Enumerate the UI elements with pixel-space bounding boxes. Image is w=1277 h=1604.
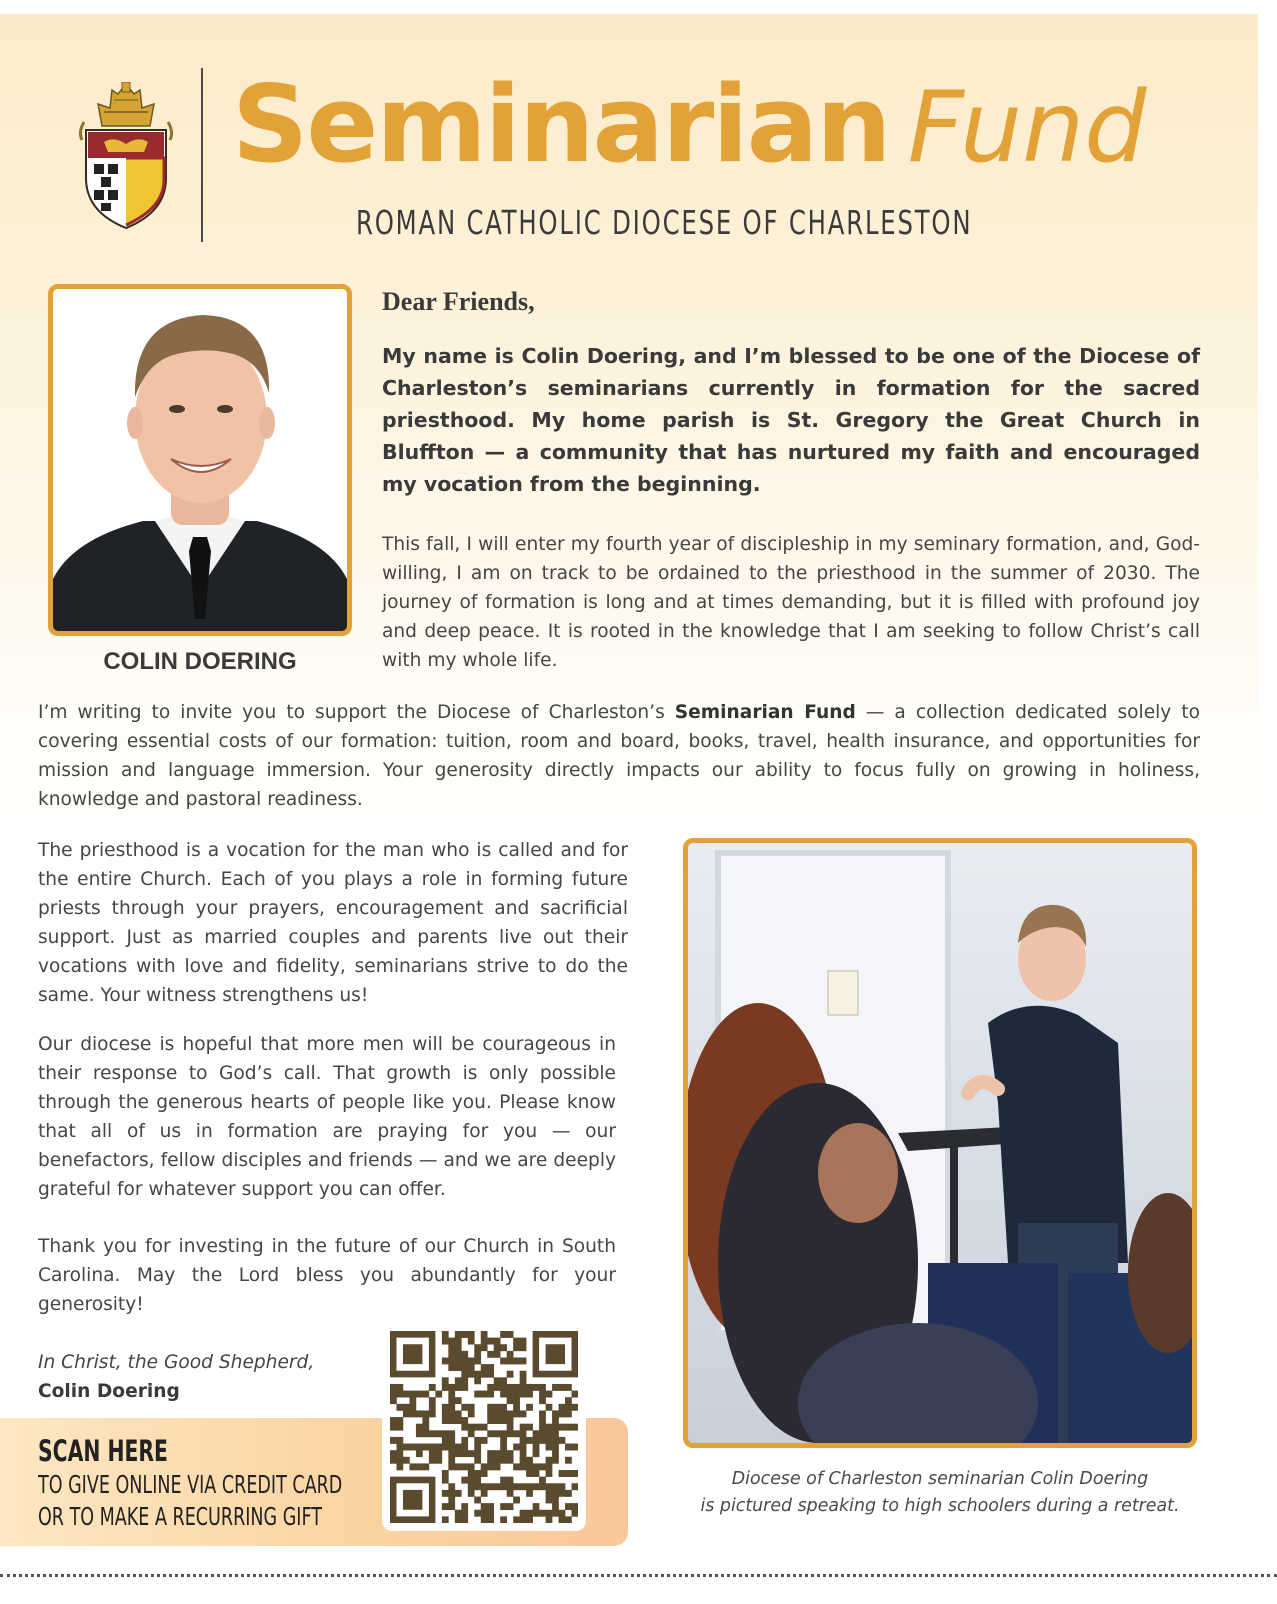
letter-paragraph: The priesthood is a vocation for the man who is called and for the entire Church. Each of you plays a role in forming future priests through your prayers, encouragement and sacrificial support. Just as married couples and parents live out their vocations with love and fidelity, seminarians strive to do the same. Your witness strengthens us! <box>38 840 628 1006</box>
scan-title: SCAN HERE <box>38 1434 168 1468</box>
signature: Colin Doering <box>38 1381 180 1402</box>
closing-line: In Christ, the Good Shepherd, <box>38 1352 315 1373</box>
page-subtitle: ROMAN CATHOLIC DIOCESE OF CHARLESTON <box>356 203 973 242</box>
qr-code-icon[interactable] <box>382 1323 586 1531</box>
portrait-image <box>53 289 347 631</box>
letter-closing <box>38 1348 314 1406</box>
fund-name: Seminarian Fund <box>674 702 856 723</box>
scan-instruction: TO GIVE ONLINE VIA CREDIT CARD <box>38 1470 343 1499</box>
retreat-photo <box>683 838 1197 1448</box>
retreat-image <box>688 843 1192 1443</box>
fund-text-b: — a collection dedicated solely to covering essential costs of our formation: tuition, room and board, books, travel, health insurance, and opportunities for mission and language immersion. Your generosity directly impacts our ability to focus fully on growing in holiness, knowledge and pastoral readiness. <box>38 702 1200 810</box>
title-italic: Fund <box>907 71 1147 185</box>
photo-caption <box>683 1466 1197 1520</box>
dotted-divider <box>0 1574 1277 1577</box>
diocese-crest-icon <box>74 82 178 230</box>
letter-paragraph: Our diocese is hopeful that more men will be courageous in their response to God’s call. That growth is only possible through the generous hearts of people like you. Please know that all of us in formation are praying for you — our benefactors, fellow disciples and friends — and we are deeply grateful for whatever support you can offer. <box>38 1034 616 1200</box>
scan-instruction: OR TO MAKE A RECURRING GIFT <box>38 1502 322 1531</box>
portrait-photo <box>48 284 352 636</box>
letter-greeting: Dear Friends, <box>382 287 535 316</box>
page-title <box>232 63 1147 202</box>
letter-paragraph-fund <box>38 698 1200 814</box>
qr-code-pattern <box>390 1331 578 1523</box>
letter-intro: My name is Colin Doering, and I’m blessed to be one of the Diocese of Charleston’s seminarians currently in formation for the sacred priesthood. My home parish is St. Gregory the Great Church in Bluffton — a community that has nurtured my faith and encouraged my vocation from the beginning. <box>382 344 1200 496</box>
caption-line: is pictured speaking to high schoolers during a retreat. <box>700 1496 1180 1516</box>
fund-text-a: I’m writing to invite you to support the Diocese of Charleston’s <box>38 702 675 723</box>
letter-paragraph: This fall, I will enter my fourth year of discipleship in my seminary formation, and, God-willing, I am on track to be ordained to the priesthood in the summer of 2030. The journey of formation is long and at times demanding, but it is filled with profound joy and deep peace. It is rooted in the knowledge that I am seeking to follow Christ’s call with my whole life. <box>382 534 1200 671</box>
caption-line: Diocese of Charleston seminarian Colin Doering <box>731 1469 1149 1489</box>
title-bold: Seminarian <box>232 63 890 186</box>
header-divider <box>201 68 203 242</box>
portrait-caption: COLIN DOERING <box>103 648 297 675</box>
letter-paragraph: Thank you for investing in the future of our Church in South Carolina. May the Lord bless you abundantly for your generosity! <box>38 1236 616 1315</box>
